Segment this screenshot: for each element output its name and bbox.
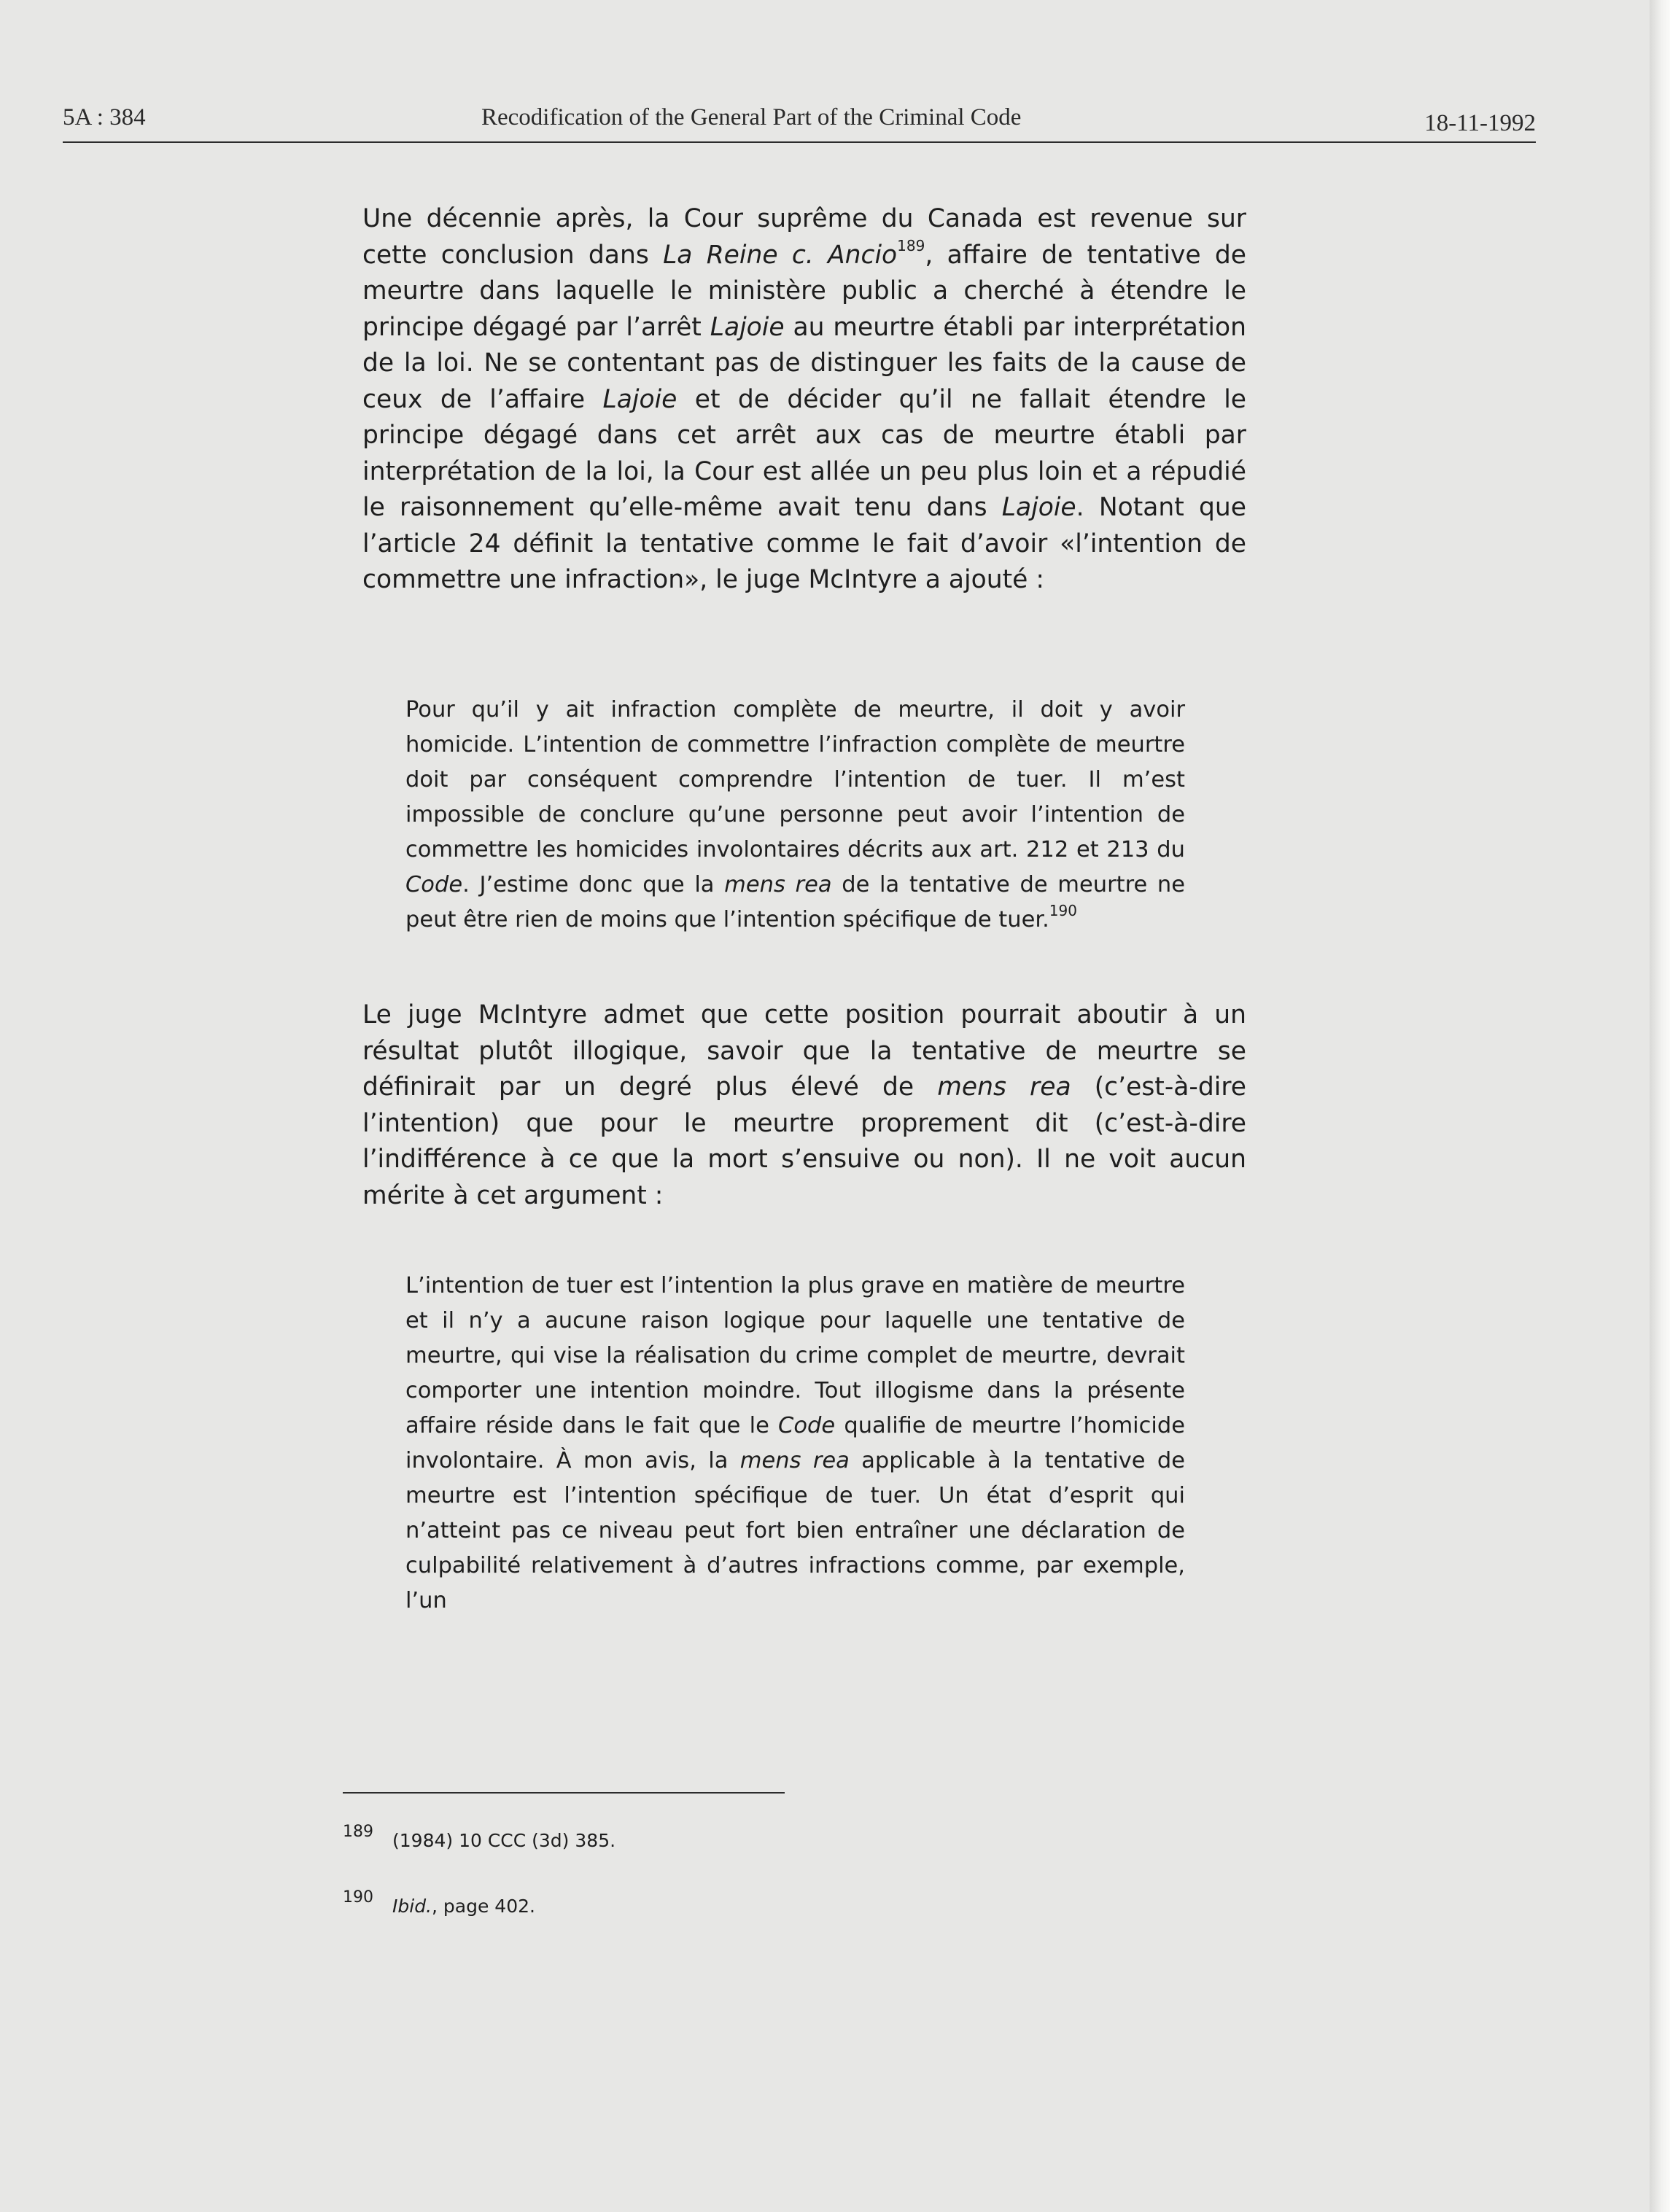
header-rule: [63, 141, 1536, 143]
paragraph-mcintyre: Le juge McIntyre admet que cette position pourrait aboutir à un résultat plutôt illogique, savoir que la tentative de meurtre se définirait par un degré plus élevé de mens rea (c’est-à-dire l’intention) que pour le meurtre proprement dit (c’est-à-dire l’indifférence à ce que la mort s’ensuive ou non). Il ne voit aucun mérite à cet argument :: [362, 1000, 1246, 1210]
case-name: La Reine c. Ancio: [663, 240, 898, 270]
code-term: Code: [778, 1413, 836, 1438]
mens-rea-term: mens rea: [937, 1072, 1071, 1102]
footnote-ibid: Ibid.: [392, 1896, 432, 1917]
footnote-190: [343, 1888, 535, 1917]
code-term: Code: [405, 872, 463, 897]
case-name: Lajoie: [1001, 493, 1076, 522]
footnote-number: 189: [343, 1823, 373, 1841]
footnote-ref: 189: [897, 237, 925, 254]
page-edge: [1650, 0, 1670, 2212]
block-quote-2: L’intention de tuer est l’intention la plus grave en matière de meurtre et il n’y a aucune raison logique pour laquelle une tentative de meurtre, qui vise la réalisation du crime complet de meurtre, devrait comporter une intention moindre. Tout illogisme dans la présente affaire réside dans le fait que le Code qualifie de meurtre l’homicide involontaire. À mon avis, la mens rea applicable à la tentative de meurtre est l’intention spécifique de tuer. Un état d’esprit qui n’atteint pas ce niveau peut fort bien entraîner une déclaration de culpabilité relativement à d’autres infractions comme, par exemple, l’un: [405, 1273, 1186, 1613]
footnote-text: , page 402.: [432, 1896, 535, 1917]
header-date: 18-11-1992: [1424, 110, 1536, 136]
footnote-189: [343, 1823, 616, 1851]
case-name: Lajoie: [602, 384, 677, 414]
footnote-number: 190: [343, 1888, 373, 1907]
footnote-ref: 190: [1049, 901, 1077, 919]
mens-rea-term: mens rea: [739, 1448, 850, 1473]
block-quote-1: Pour qu’il y ait infraction complète de meurtre, il doit y avoir homicide. L’intention de commettre l’infraction complète de meurtre doit par conséquent comprendre l’intention de tuer. Il m’est impossible de conclure qu’une personne peut avoir l’intention de commettre les homicides involontaires décrits aux art. 212 et 213 du Code. J’estime donc que la mens rea de la tentative de meurtre ne peut être rien de moins que l’intention spécifique de tuer.$^{190}$: [405, 697, 1185, 932]
running-header: [63, 104, 1536, 145]
mens-rea-term: mens rea: [724, 872, 832, 897]
header-title: Recodification of the General Part of the Criminal Code: [481, 104, 1022, 131]
footnote-text: (1984) 10 CCC (3d) 385.: [392, 1830, 616, 1851]
paragraph-ancio: Une décennie après, la Cour suprême du Canada est revenue sur cette conclusion dans La Reine c. Ancio$^{189}$, affaire de tentative de meurtre dans laquelle le ministère public a cherché à étendre le principe dégagé par l’arrêt Lajoie au meurtre établi par interprétation de la loi. Ne se contentant pas de distinguer les faits de la cause de ceux de l’affaire Lajoie et de décider qu’il ne fallait étendre le principe dégagé dans cet arrêt aux cas de meurtre établi par interprétation de la loi, la Cour est allée un peu plus loin et a répudié le raisonnement qu’elle-même avait tenu dans Lajoie. Notant que l’article 24 définit la tentative comme le fait d’avoir «l’intention de commettre une infraction», le juge McIntyre a ajouté :: [362, 204, 1247, 594]
page-reference: 5A : 384: [63, 104, 146, 131]
footnote-rule: [343, 1792, 785, 1794]
case-name: Lajoie: [710, 312, 785, 342]
